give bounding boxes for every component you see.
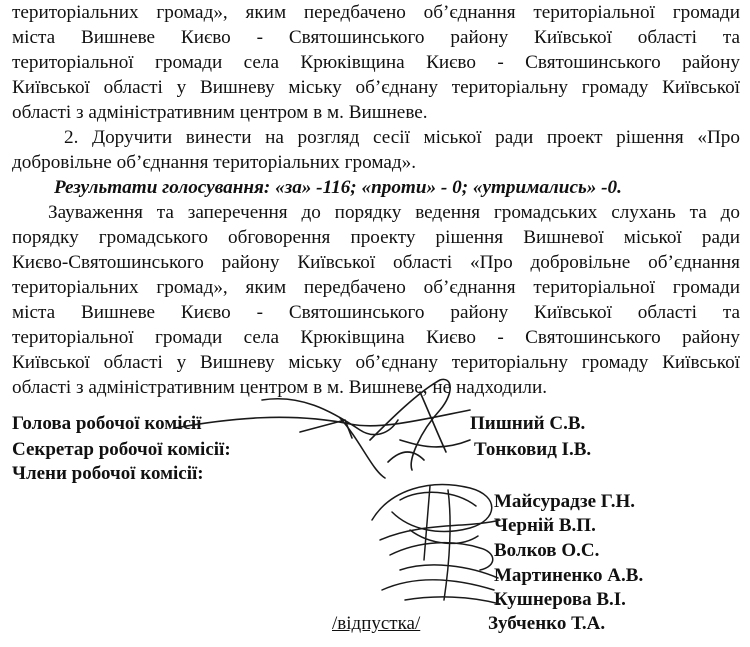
paragraph-remarks bbox=[12, 200, 740, 400]
member-name: Волков О.С. bbox=[494, 540, 600, 561]
document-body bbox=[12, 0, 740, 400]
text-line: порядку громадського обговорення проекту рішення Вишневої міської ради bbox=[12, 227, 740, 248]
chair-label: Голова робочої комісії bbox=[12, 413, 202, 434]
members-label: Члени робочої комісії: bbox=[12, 463, 204, 484]
text-line: Києво-Святошинського району Київської області «Про добровільне об’єднання bbox=[12, 252, 740, 273]
secretary-name: Тонковид І.В. bbox=[474, 439, 592, 460]
member-name: Зубченко Т.А. bbox=[488, 613, 606, 634]
text-line: області з адміністративним центром в м. Вишневе, не надходили. bbox=[12, 377, 548, 398]
secretary-label: Секретар робочої комісії: bbox=[12, 439, 231, 460]
member-name: Кушнерова В.І. bbox=[494, 589, 626, 610]
text-line: міста Вишневе Києво - Святошинського району Київської області та bbox=[12, 27, 740, 48]
paragraph-item-2 bbox=[12, 125, 740, 175]
text-line: області з адміністративним центром в м. Вишневе. bbox=[12, 102, 428, 123]
member-name: Майсурадзе Г.Н. bbox=[494, 491, 636, 512]
signature-block bbox=[12, 412, 740, 642]
paragraph-continuation bbox=[12, 0, 740, 125]
text-line: Київської області у Вишневу міську об’єднану територіальну громаду Київської bbox=[12, 352, 740, 373]
vote-results-text: Результати голосування: «за» -116; «проти» - 0; «утримались» -0. bbox=[54, 177, 622, 198]
leave-note: /відпустка/ bbox=[332, 613, 421, 634]
text-line: міста Вишневе Києво - Святошинського району Київської області та bbox=[12, 302, 740, 323]
text-line: Зауваження та заперечення до порядку ведення громадських слухань та до bbox=[48, 202, 740, 223]
text-line: Київської області у Вишневу міську об’єднану територіальну громаду Київської bbox=[12, 77, 740, 98]
text-line: територіальної громади села Крюківщина Києво - Святошинського району bbox=[12, 52, 740, 73]
text-line: територіальної громади села Крюківщина Києво - Святошинського району bbox=[12, 327, 740, 348]
text-line: добровільне об’єднання територіальних громад». bbox=[12, 152, 417, 173]
chair-name: Пишний С.В. bbox=[470, 413, 586, 434]
member-name: Мартиненко А.В. bbox=[494, 565, 644, 586]
text-line: 2. Доручити винести на розгляд сесії міської ради проект рішення «Про bbox=[64, 127, 740, 148]
text-line: територіальних громад», яким передбачено об’єднання територіальної громади bbox=[12, 277, 740, 298]
vote-results bbox=[12, 175, 740, 200]
text-line: територіальних громад», яким передбачено об’єднання територіальної громади bbox=[12, 2, 740, 23]
member-name: Черній В.П. bbox=[494, 515, 596, 536]
